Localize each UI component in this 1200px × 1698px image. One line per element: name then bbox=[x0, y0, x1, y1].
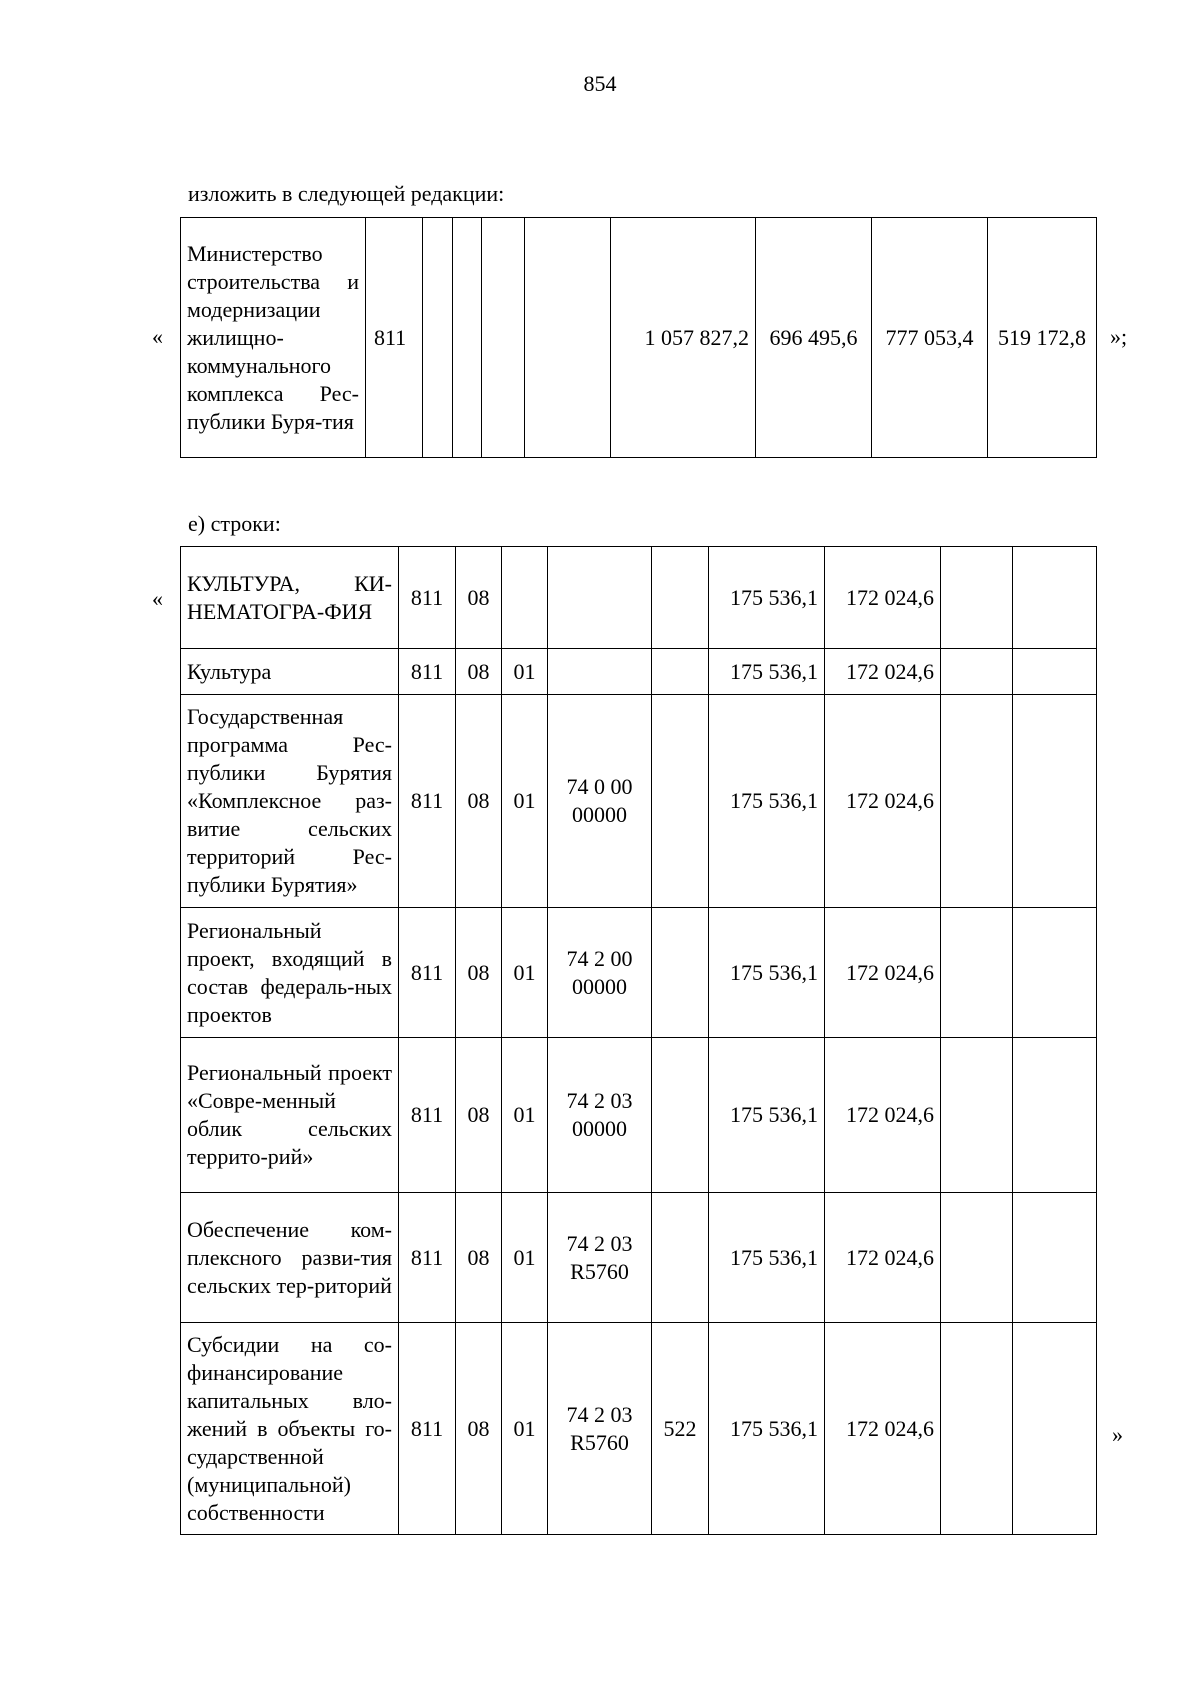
row-rz: 08 bbox=[456, 908, 502, 1038]
row-value-3 bbox=[941, 649, 1013, 695]
table-row bbox=[181, 908, 1097, 1038]
row-value-2: 172 024,6 bbox=[825, 1323, 941, 1535]
row-value-3 bbox=[941, 1323, 1013, 1535]
row-rz: 08 bbox=[456, 1038, 502, 1193]
row-vr bbox=[525, 218, 611, 458]
row-value-2: 172 024,6 bbox=[825, 649, 941, 695]
row-pr bbox=[502, 547, 548, 649]
section2-close-quote: » bbox=[1112, 1422, 1123, 1447]
row-value-3: 777 053,4 bbox=[872, 218, 988, 458]
section2-intro: е) строки: bbox=[188, 511, 281, 536]
row-value-2: 172 024,6 bbox=[825, 1193, 941, 1323]
row-value-2: 172 024,6 bbox=[825, 908, 941, 1038]
row-value-2: 172 024,6 bbox=[825, 695, 941, 908]
row-value-2: 172 024,6 bbox=[825, 547, 941, 649]
row-vr bbox=[652, 649, 709, 695]
row-rz: 08 bbox=[456, 695, 502, 908]
row-value-1: 175 536,1 bbox=[709, 1193, 825, 1323]
table-row bbox=[181, 1193, 1097, 1323]
row-pr: 01 bbox=[502, 908, 548, 1038]
row-rz: 08 bbox=[456, 649, 502, 695]
row-value-4 bbox=[1013, 649, 1097, 695]
row-name: КУЛЬТУРА, КИ-НЕМАТОГРА-ФИЯ bbox=[181, 547, 399, 649]
row-csr: 74 2 03 R5760 bbox=[548, 1193, 652, 1323]
section1-open-quote: « bbox=[152, 324, 163, 349]
row-name: Государственная программа Рес-публики Бурятия «Комплексное раз-витие сельских территорий Рес-публики Бурятия» bbox=[181, 695, 399, 908]
row-value-1: 175 536,1 bbox=[709, 649, 825, 695]
table-row bbox=[181, 218, 1097, 458]
row-value-3 bbox=[941, 695, 1013, 908]
row-name: Субсидии на со-финансирование капитальных вло-жений в объекты го-сударственной (муниципальной) собственности bbox=[181, 1323, 399, 1535]
row-pr: 01 bbox=[502, 1193, 548, 1323]
row-name: Обеспечение ком-плексного разви-тия сельских тер-риторий bbox=[181, 1193, 399, 1323]
row-value-4 bbox=[1013, 1193, 1097, 1323]
row-value-4 bbox=[1013, 547, 1097, 649]
row-code: 811 bbox=[399, 1323, 456, 1535]
row-csr: 74 0 00 00000 bbox=[548, 695, 652, 908]
row-value-4: 519 172,8 bbox=[988, 218, 1097, 458]
section2-open-quote: « bbox=[152, 586, 163, 611]
row-value-1: 175 536,1 bbox=[709, 1038, 825, 1193]
row-value-4 bbox=[1013, 695, 1097, 908]
row-name: Региональный проект «Совре-менный облик сельских террито-рий» bbox=[181, 1038, 399, 1193]
row-pr: 01 bbox=[502, 695, 548, 908]
table-row bbox=[181, 695, 1097, 908]
row-code: 811 bbox=[399, 908, 456, 1038]
row-value-3 bbox=[941, 547, 1013, 649]
row-value-2: 696 495,6 bbox=[756, 218, 872, 458]
table-row bbox=[181, 1038, 1097, 1193]
row-value-1: 175 536,1 bbox=[709, 547, 825, 649]
row-vr bbox=[652, 908, 709, 1038]
row-value-3 bbox=[941, 1038, 1013, 1193]
row-vr bbox=[652, 1193, 709, 1323]
row-value-4 bbox=[1013, 908, 1097, 1038]
row-csr: 74 2 03 00000 bbox=[548, 1038, 652, 1193]
row-value-1: 175 536,1 bbox=[709, 908, 825, 1038]
row-value-4 bbox=[1013, 1038, 1097, 1193]
row-value-2: 172 024,6 bbox=[825, 1038, 941, 1193]
row-csr bbox=[548, 649, 652, 695]
row-code: 811 bbox=[366, 218, 423, 458]
row-vr bbox=[652, 547, 709, 649]
row-vr bbox=[652, 695, 709, 908]
row-csr bbox=[548, 547, 652, 649]
row-pr: 01 bbox=[502, 649, 548, 695]
ministry-table bbox=[180, 217, 1097, 458]
row-code: 811 bbox=[399, 1193, 456, 1323]
row-pr bbox=[453, 218, 482, 458]
table-row bbox=[181, 547, 1097, 649]
table-row bbox=[181, 649, 1097, 695]
row-pr: 01 bbox=[502, 1038, 548, 1193]
row-code: 811 bbox=[399, 1038, 456, 1193]
row-name: Культура bbox=[181, 649, 399, 695]
culture-table bbox=[180, 546, 1097, 1535]
page-number: 854 bbox=[583, 71, 617, 96]
row-value-4 bbox=[1013, 1323, 1097, 1535]
row-code: 811 bbox=[399, 547, 456, 649]
row-csr: 74 2 03 R5760 bbox=[548, 1323, 652, 1535]
row-vr: 522 bbox=[652, 1323, 709, 1535]
row-code: 811 bbox=[399, 695, 456, 908]
row-value-1: 1 057 827,2 bbox=[611, 218, 756, 458]
row-value-1: 175 536,1 bbox=[709, 695, 825, 908]
row-rz: 08 bbox=[456, 547, 502, 649]
row-rz bbox=[423, 218, 453, 458]
row-name: Министерство строительства и модернизации жилищно-коммунального комплекса Рес-публики Буря-тия bbox=[181, 218, 366, 458]
row-value-1: 175 536,1 bbox=[709, 1323, 825, 1535]
row-csr: 74 2 00 00000 bbox=[548, 908, 652, 1038]
row-code: 811 bbox=[399, 649, 456, 695]
row-value-3 bbox=[941, 1193, 1013, 1323]
row-csr bbox=[482, 218, 525, 458]
row-vr bbox=[652, 1038, 709, 1193]
section1-close-quote: »; bbox=[1110, 324, 1128, 349]
table-row bbox=[181, 1323, 1097, 1535]
row-name: Региональный проект, входящий в состав федераль-ных проектов bbox=[181, 908, 399, 1038]
row-rz: 08 bbox=[456, 1323, 502, 1535]
row-pr: 01 bbox=[502, 1323, 548, 1535]
row-value-3 bbox=[941, 908, 1013, 1038]
row-rz: 08 bbox=[456, 1193, 502, 1323]
section1-intro: изложить в следующей редакции: bbox=[188, 181, 505, 206]
